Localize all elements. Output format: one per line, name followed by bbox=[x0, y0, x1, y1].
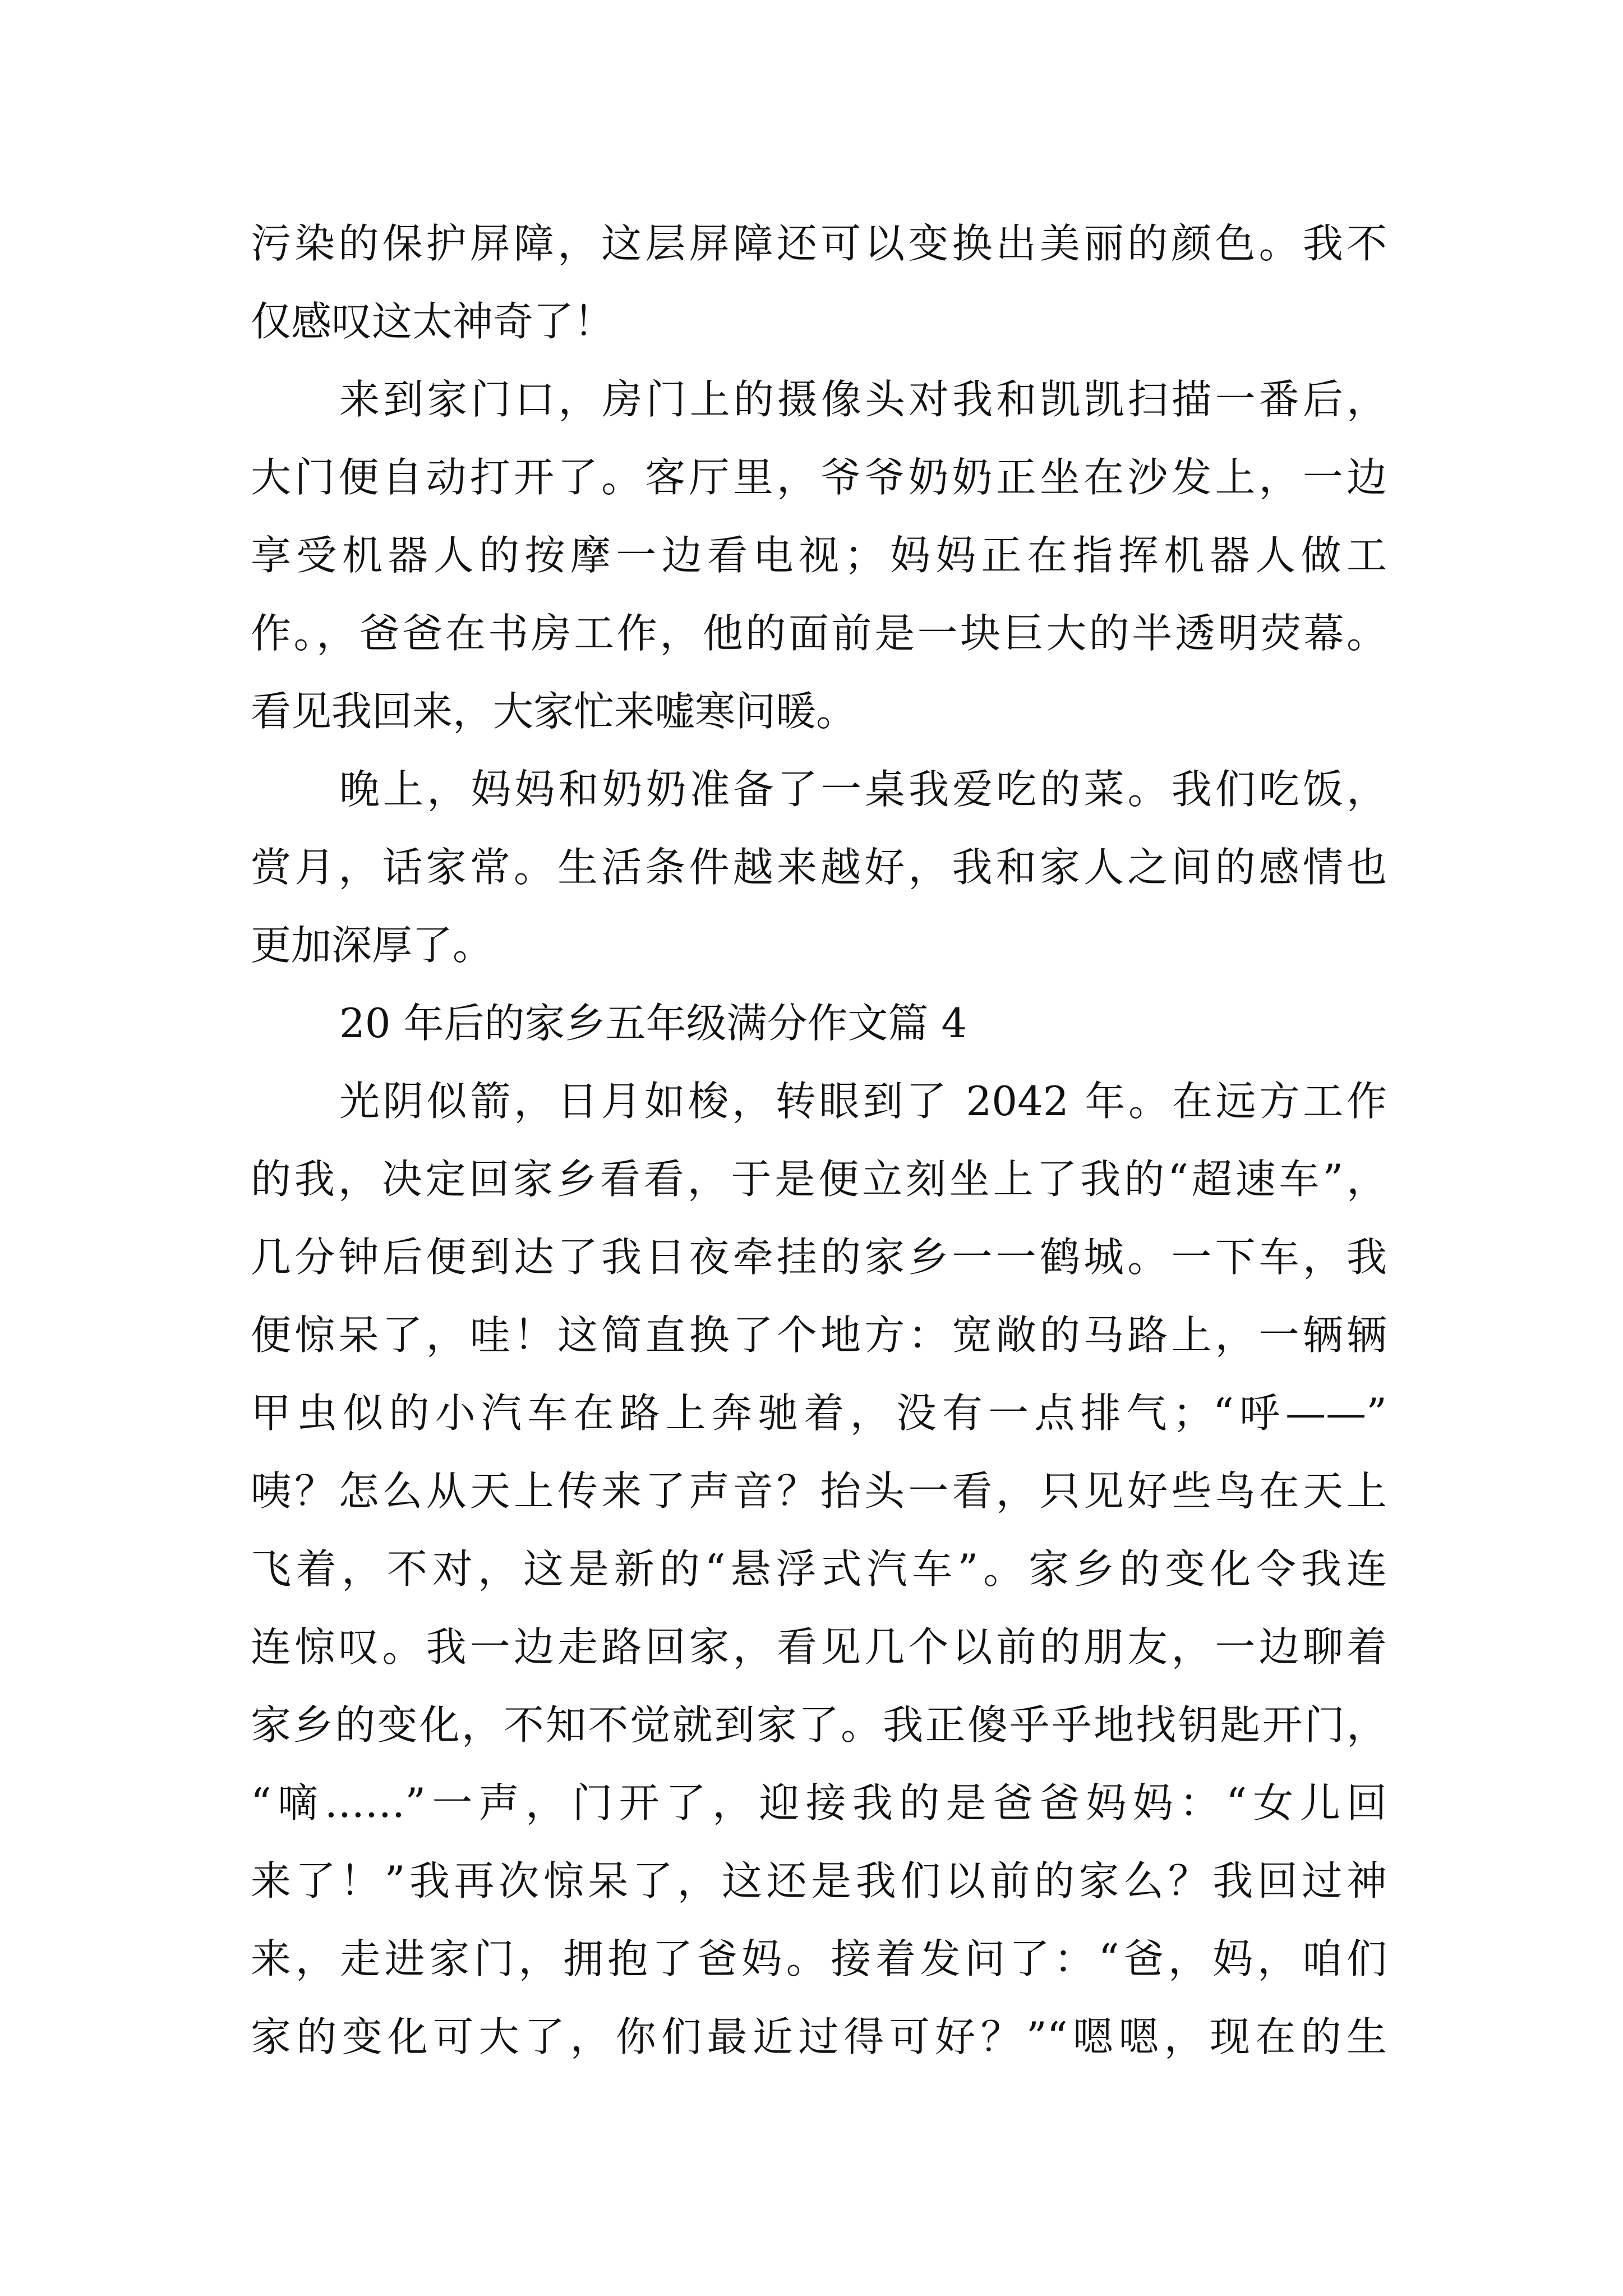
text-line: 看见我回来，大家忙来嘘寒问暖。 bbox=[251, 688, 857, 735]
section-heading: 20 年后的家乡五年级满分作文篇 4 bbox=[339, 1000, 967, 1047]
text-line: 污染的保护屏障，这层屏障还可以变换出美丽的颜色。我不 bbox=[251, 220, 1387, 267]
text-line: 来了！”我再次惊呆了，这还是我们以前的家么？我回过神 bbox=[251, 1857, 1387, 1904]
essay-text bbox=[251, 205, 1387, 2076]
text-line: 甲虫似的小汽车在路上奔驰着，没有一点排气；“呼——” bbox=[251, 1389, 1387, 1437]
text-line: 享受机器人的按摩一边看电视；妈妈正在指挥机器人做工 bbox=[251, 532, 1387, 579]
text-line: 更加深厚了。 bbox=[251, 922, 494, 969]
text-line: 家的变化可大了，你们最近过得可好？”“嗯嗯，现在的生 bbox=[251, 2013, 1387, 2060]
text-line: 家乡的变化，不知不觉就到家了。我正傻乎乎地找钥匙开门， bbox=[251, 1701, 1387, 1749]
text-line: 仅感叹这太神奇了！ bbox=[251, 298, 615, 345]
text-line: 便惊呆了，哇！这简直换了个地方：宽敞的马路上，一辆辆 bbox=[251, 1312, 1387, 1359]
text-line: 大门便自动打开了。客厅里，爷爷奶奶正坐在沙发上，一边 bbox=[251, 454, 1387, 501]
text-line: 连惊叹。我一边走路回家，看见几个以前的朋友，一边聊着 bbox=[251, 1623, 1387, 1671]
text-line: 的我，决定回家乡看看，于是便立刻坐上了我的“超速车”， bbox=[251, 1156, 1387, 1203]
text-line: 作。，爸爸在书房工作，他的面前是一块巨大的半透明荧幕。 bbox=[251, 610, 1387, 657]
text-line: 赏月，话家常。生活条件越来越好，我和家人之间的感情也 bbox=[251, 844, 1387, 891]
text-line: 几分钟后便到达了我日夜牵挂的家乡一一鹤城。一下车，我 bbox=[251, 1234, 1387, 1281]
text-line: 飞着，不对，这是新的“悬浮式汽车”。家乡的变化令我连 bbox=[251, 1545, 1387, 1593]
text-line: “嘀……”一声，门开了，迎接我的是爸爸妈妈：“女儿回 bbox=[251, 1779, 1387, 1826]
paragraph-first-line: 光阴似箭，日月如梭，转眼到了 2042 年。在远方工作 bbox=[339, 1078, 1387, 1125]
text-line: 来，走进家门，拥抱了爸妈。接着发问了：“爸，妈，咱们 bbox=[251, 1935, 1387, 1982]
paragraph-first-line: 来到家门口，房门上的摄像头对我和凯凯扫描一番后， bbox=[339, 376, 1387, 423]
text-line: 咦？怎么从天上传来了声音？抬头一看，只见好些鸟在天上 bbox=[251, 1467, 1387, 1515]
paragraph-first-line: 晚上，妈妈和奶奶准备了一桌我爱吃的菜。我们吃饭， bbox=[339, 766, 1387, 813]
